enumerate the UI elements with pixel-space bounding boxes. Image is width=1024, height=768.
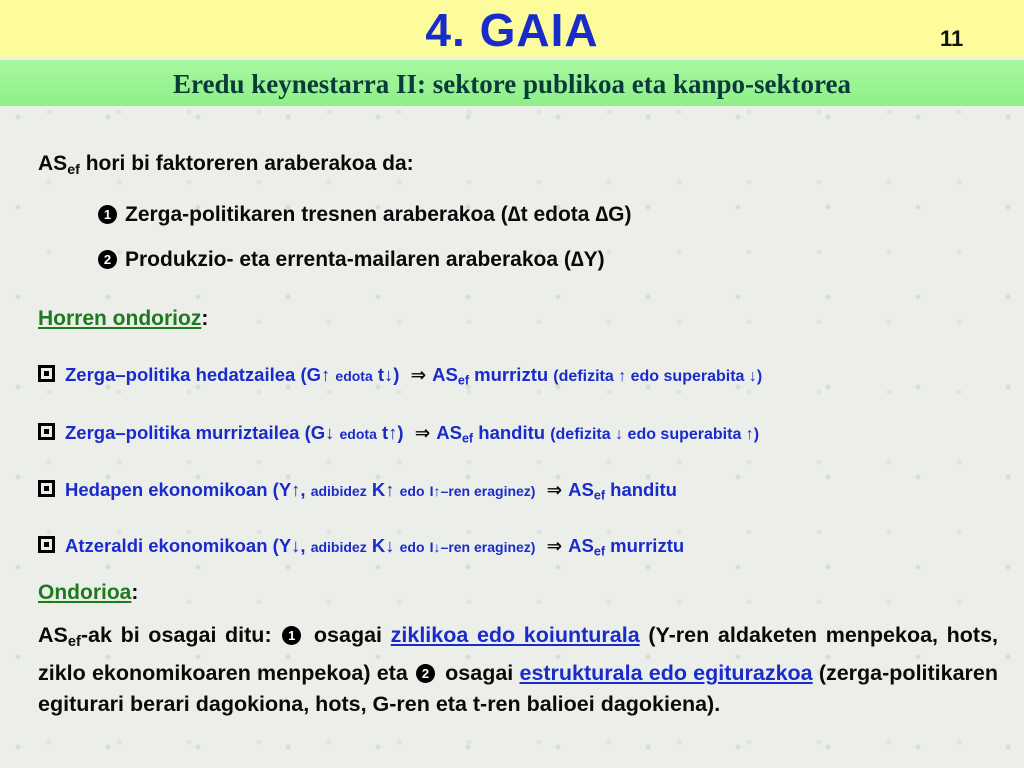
square-bullet-icon xyxy=(38,480,55,497)
circled-two-icon: 2 xyxy=(416,664,435,683)
circled-one-icon: 1 xyxy=(98,205,117,224)
factor-item: 1 Zerga-politikaren tresnen araberakoa (∆t edota ∆G) xyxy=(98,203,632,227)
square-bullet-icon xyxy=(38,423,55,440)
implies-arrow-icon: ⇒ xyxy=(414,423,431,444)
implies-arrow-icon: ⇒ xyxy=(546,480,563,501)
square-bullet-icon xyxy=(38,536,55,553)
slide-title: 4. GAIA xyxy=(425,4,599,56)
implies-arrow-icon: ⇒ xyxy=(410,365,427,386)
factor-item: 2 Produkzio- eta errenta-mailaren araberakoa (∆Y) xyxy=(98,248,605,272)
rule-item: Atzeraldi ekonomikoan (Y↓, adibidez K↓ edo I↓–ren eraginez) ⇒ $AS_{ef}$ murriztu xyxy=(38,535,684,559)
circled-one-icon: 1 xyxy=(282,626,301,645)
intro-line: $AS_{ef}$ hori bi faktoreren araberakoa da: xyxy=(38,152,414,178)
estrukturala-term: estrukturala edo egiturazkoa xyxy=(519,661,813,686)
slide-subtitle: Eredu keynestarra II: sektore publikoa eta kanpo-sektorea xyxy=(172,69,852,99)
square-bullet-icon xyxy=(38,365,55,382)
rule-item: Zerga–politika hedatzailea (G↑ edota t↓) ⇒ $AS_{ef}$ murriztu (defizita ↑ edo superabita ↓) xyxy=(38,364,762,388)
ziklikoa-term: ziklikoa edo koiunturala xyxy=(390,623,640,647)
rule-item: Hedapen ekonomikoan (Y↑, adibidez K↑ edo I↑–ren eraginez) ⇒ $AS_{ef}$ handitu xyxy=(38,479,677,503)
page-number: 11 xyxy=(940,26,964,51)
rule-item: Zerga–politika murriztailea (G↓ edota t↑) ⇒ $AS_{ef}$ handitu (defizita ↓ edo superabita ↑) xyxy=(38,422,759,446)
horren-heading: Horren ondorioz: xyxy=(38,307,209,330)
implies-arrow-icon: ⇒ xyxy=(546,536,563,557)
circled-two-icon: 2 xyxy=(98,250,117,269)
ondorioa-heading: Ondorioa: xyxy=(38,581,139,604)
conclusion-paragraph: $AS_{ef}-ak$ bi osagai ditu: 1 osagai ziklikoa edo koiunturala (Y-ren aldaketen menpekoa, hots, ziklo ekonomikoaren menpekoa) eta 2 osagai estrukturala edo egiturazkoa (zerga-politikaren egiturari berari dagokiona, hots, G-ren eta t-ren balioei dagokiena). xyxy=(38,623,999,717)
